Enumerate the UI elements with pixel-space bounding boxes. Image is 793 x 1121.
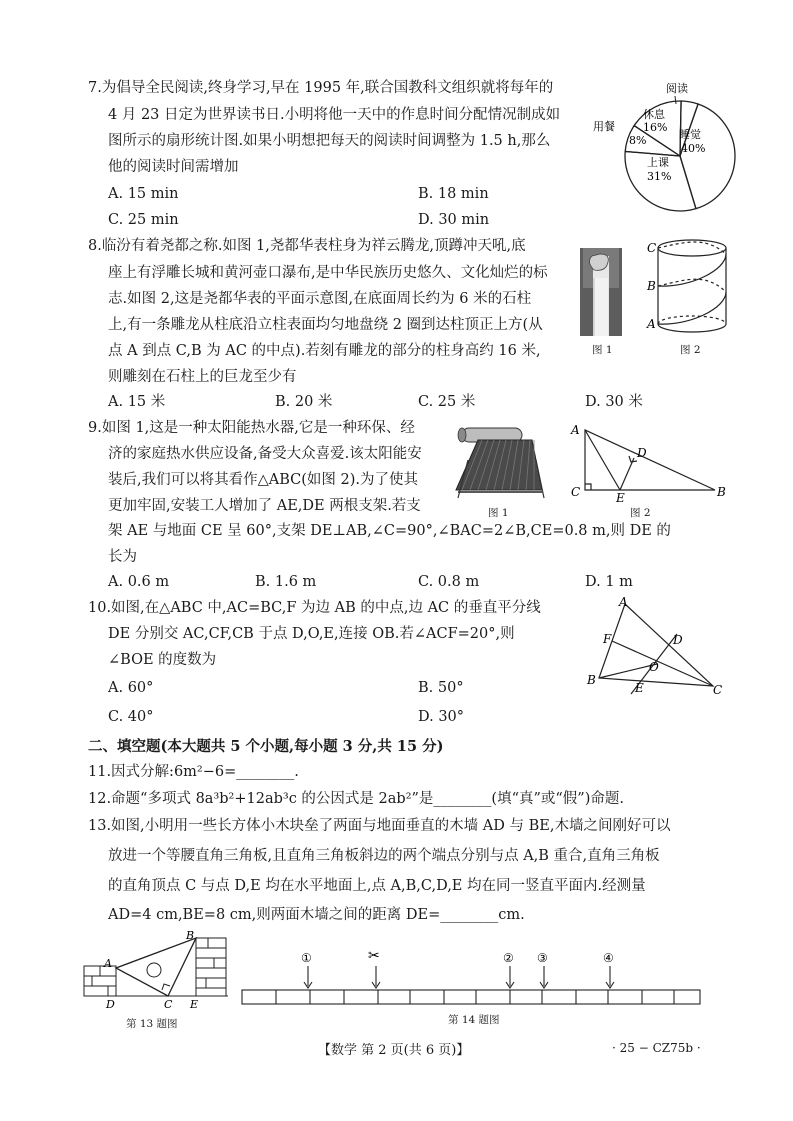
q8-line-6: 则雕刻在石柱上的巨龙至少有	[108, 369, 297, 385]
reading-leader-line	[675, 96, 676, 104]
q14-marker-4: ④	[603, 951, 614, 965]
q8-pillar-photo	[580, 248, 622, 336]
q14-marker-2: ②	[503, 951, 514, 965]
q9-option-a: A. 0.6 m	[108, 574, 170, 590]
q8-option-a: A. 15 米	[108, 394, 166, 410]
q9-line-6: 长为	[108, 549, 137, 565]
q13-line-2: 放进一个等腰直角三角板,且直角三角板斜边的两个端点分别与点 A,B 重合,直角三角板	[108, 848, 660, 864]
q13-label-e: E	[190, 998, 199, 1010]
q11-text: 11.因式分解:6m²−6=________.	[88, 764, 299, 780]
q13-label-d: D	[106, 998, 115, 1010]
q8-line-5: 点 A 到点 C,B 为 AC 的中点).若刻有雕龙的部分的柱身高约 16 米,	[108, 343, 541, 359]
q7-line-3: 图所示的扇形统计图.如果小明想把每天的阅读时间调整为 1.5 h,那么	[108, 133, 551, 149]
q7-line-2: 4 月 23 日定为世界读书日.小明将他一天中的作息时间分配情况制成如	[108, 107, 561, 123]
q9-line-4: 更加牢固,安装工人增加了 AE,DE 两根支架.若支	[108, 498, 421, 514]
q7-line-1: 7.为倡导全民阅读,终身学习,早在 1995 年,联合国教科文组织就将每年的	[88, 80, 554, 96]
q10-label-f: F	[603, 632, 612, 646]
q8-line-2: 座上有浮雕长城和黄河壶口瀑布,是中华民族历史悠久、文化灿烂的标	[108, 265, 548, 281]
q10-line-3: ∠BOE 的度数为	[108, 652, 217, 668]
q10-line-2: DE 分别交 AC,CF,CB 于点 D,O,E,连接 OB.若∠ACF=20°,则	[108, 626, 515, 642]
q13-line-1: 13.如图,小明用一些长方体小木块垒了两面与地面垂直的木墙 AD 与 BE,木墙之间刚好可以	[88, 818, 671, 834]
q8-line-1: 8.临汾有着尧都之称.如图 1,尧都华表柱身为祥云腾龙,顶蹲冲天吼,底	[88, 238, 526, 254]
q9-line-5: 架 AE 与地面 CE 呈 60°,支架 DE⊥AB,∠C=90°,∠BAC=2∠B,CE=0.8 m,则 DE 的	[108, 523, 671, 539]
q9-option-d: D. 1 m	[585, 574, 633, 590]
q14-marker-3: ③	[537, 951, 548, 965]
tri-label-b: B	[717, 485, 726, 499]
section-2-heading: 二、填空题(本大题共 5 个小题,每小题 3 分,共 15 分)	[88, 738, 444, 755]
cyl-label-b: B	[647, 279, 656, 293]
q9-fig2-caption: 图 2	[630, 507, 651, 519]
q14-fig-caption: 第 14 题图	[448, 1014, 500, 1026]
tri-label-d: D	[637, 446, 647, 460]
q9-option-c: C. 0.8 m	[418, 574, 480, 590]
q10-option-c: C. 40°	[108, 709, 154, 725]
pie-label-meal: 用餐	[593, 120, 615, 133]
q12-text: 12.命题“多项式 8a³b²+12ab³c 的公因式是 2ab²”是________(填“真”或“假”)命题.	[88, 791, 624, 807]
q9-solar-heater-photo	[448, 420, 548, 502]
q10-label-c: C	[713, 683, 723, 697]
q8-fig2-caption: 图 2	[680, 344, 701, 356]
q13-wall-diagram	[78, 930, 240, 1010]
q9-triangle-diagram	[565, 420, 735, 506]
q8-option-d: D. 30 米	[585, 394, 643, 410]
q9-line-2: 济的家庭热水供应设备,备受大众喜爱.该太阳能安	[108, 446, 422, 462]
pie-label-reading: 阅读	[666, 82, 688, 95]
tri-label-a: A	[571, 423, 580, 437]
q7-option-a: A. 15 min	[108, 186, 179, 202]
pie-value-meal: 8%	[629, 134, 647, 147]
q10-label-b: B	[587, 673, 596, 687]
q8-option-c: C. 25 米	[418, 394, 476, 410]
q10-triangle-diagram	[585, 596, 735, 700]
q14-marker-1: ①	[301, 951, 312, 965]
q9-line-1: 9.如图 1,这是一种太阳能热水器,它是一种环保、经	[88, 420, 415, 436]
pie-chart	[585, 68, 775, 218]
q10-label-e: E	[635, 681, 644, 695]
slice-sleep	[680, 104, 735, 209]
cyl-label-c: C	[647, 241, 657, 255]
footer-code: · 25 − CZ75b ·	[612, 1041, 701, 1055]
scissors-icon: ✂	[368, 948, 380, 964]
q7-option-d: D. 30 min	[418, 212, 490, 228]
q10-option-a: A. 60°	[108, 680, 154, 696]
q9-line-3: 装后,我们可以将其看作△ABC(如图 2).为了使其	[108, 472, 419, 488]
pie-label-sleep: 睡觉	[679, 128, 701, 141]
q8-option-b: B. 20 米	[275, 394, 333, 410]
cyl-label-a: A	[647, 317, 656, 331]
q7-option-b: B. 18 min	[418, 186, 489, 202]
q13-line-4: AD=4 cm,BE=8 cm,则两面木墙之间的距离 DE=________cm.	[108, 907, 525, 923]
q8-cylinder-diagram	[645, 236, 735, 348]
q7-line-4: 他的阅读时间需增加	[108, 159, 239, 175]
q14-strip-diagram	[238, 938, 708, 1010]
pie-value-sleep: 40%	[681, 142, 706, 155]
q10-option-d: D. 30°	[418, 709, 465, 725]
q13-label-a: A	[104, 957, 112, 970]
q9-option-b: B. 1.6 m	[255, 574, 317, 590]
q13-line-3: 的直角顶点 C 与点 D,E 均在水平地面上,点 A,B,C,D,E 均在同一竖直平面内.经测量	[108, 878, 646, 894]
q10-label-o: O	[649, 660, 659, 674]
pie-value-class: 31%	[647, 170, 672, 183]
pie-label-class: 上课	[647, 156, 669, 169]
pie-value-rest: 16%	[643, 121, 668, 134]
q10-label-d: D	[673, 633, 683, 647]
q7-option-c: C. 25 min	[108, 212, 179, 228]
q8-line-3: 志.如图 2,这是尧都华表的平面示意图,在底面周长约为 6 米的石柱	[108, 291, 532, 307]
tri-label-c: C	[571, 485, 581, 499]
q8-fig1-caption: 图 1	[592, 344, 613, 356]
q13-label-b: B	[186, 930, 195, 942]
q10-line-1: 10.如图,在△ABC 中,AC=BC,F 为边 AB 的中点,边 AC 的垂直平分线	[88, 600, 541, 616]
footer-page-info: 【数学 第 2 页(共 6 页)】	[318, 1043, 470, 1058]
tri-label-e: E	[616, 491, 625, 505]
q13-fig-caption: 第 13 题图	[126, 1018, 178, 1030]
q13-label-c: C	[164, 998, 173, 1010]
q10-label-a: A	[619, 596, 628, 609]
pie-label-rest: 休息	[643, 108, 665, 121]
q8-line-4: 上,有一条雕龙从柱底沿立柱表面均匀地盘绕 2 圈到达柱顶正上方(从	[108, 317, 543, 333]
q10-option-b: B. 50°	[418, 680, 464, 696]
q9-fig1-caption: 图 1	[488, 507, 509, 519]
